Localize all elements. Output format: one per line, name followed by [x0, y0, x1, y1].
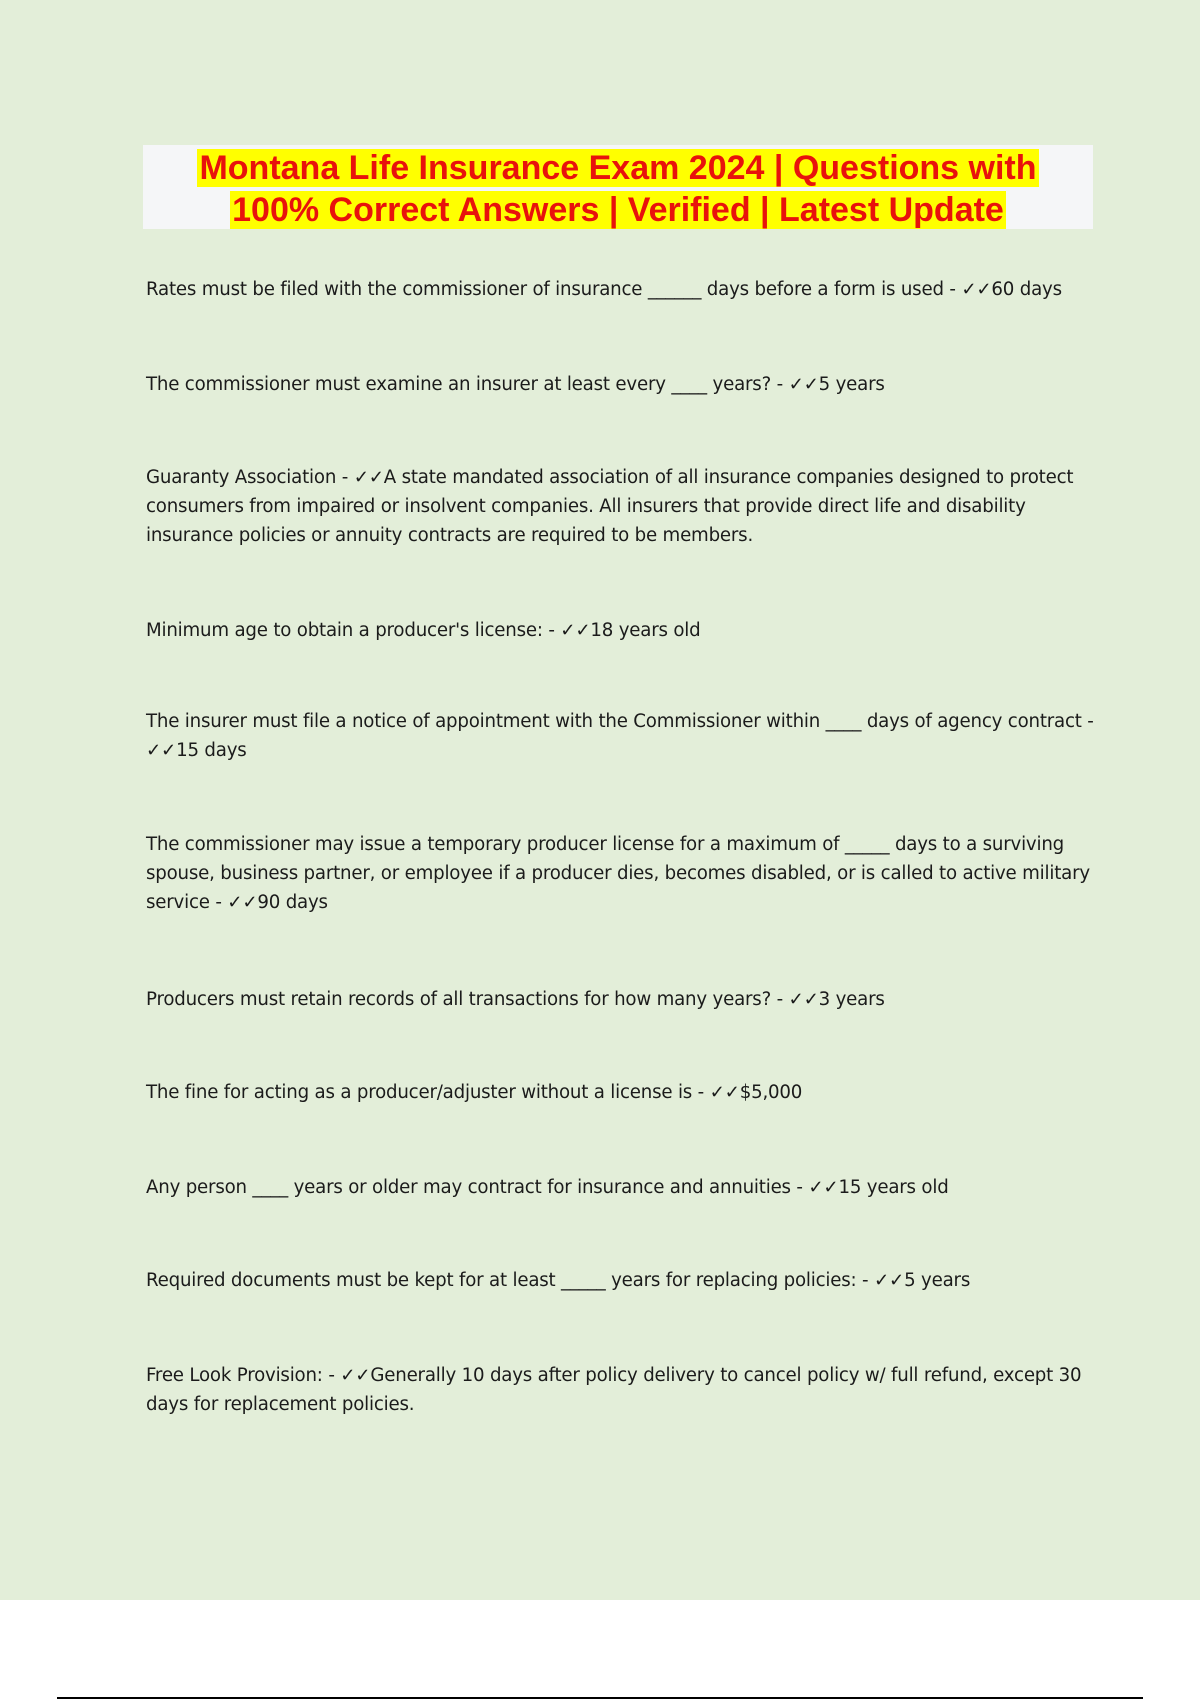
question-text: The commissioner must examine an insurer at least every ____ years? - — [146, 374, 789, 395]
answer-text: 18 years old — [590, 620, 701, 641]
answer-text: 5 years — [904, 1270, 971, 1291]
answer-text: 3 years — [818, 989, 885, 1010]
question-text: The insurer must file a notice of appointment with the Commissioner within ____ days of agency contract - — [146, 711, 1094, 732]
question-text: Minimum age to obtain a producer's license: - — [146, 620, 561, 641]
answer-text: Generally 10 days after policy delivery to cancel policy w/ full refund, except 30 days for replacement policies. — [146, 1365, 1082, 1415]
double-check-icon: ✓✓ — [353, 467, 384, 488]
qa-item-1 — [146, 275, 1096, 304]
question-text: Rates must be filed with the commissioner of insurance ______ days before a form is used - — [146, 279, 962, 300]
question-text: Producers must retain records of all transactions for how many years? - — [146, 989, 789, 1010]
qa-item-5 — [146, 707, 1096, 765]
answer-text: A state mandated association of all insurance companies designed to protect consumers from impaired or insolvent companies. All insurers that provide direct life and disability insurance policies or annuity contracts are required to be members. — [146, 467, 1074, 546]
title-banner — [143, 145, 1093, 229]
qa-item-4 — [146, 616, 1096, 645]
qa-item-3 — [146, 463, 1096, 550]
qa-item-2 — [146, 370, 1096, 399]
question-text: The fine for acting as a producer/adjuster without a license is - — [146, 1082, 710, 1103]
double-check-icon: ✓✓ — [146, 740, 177, 761]
answer-text: 60 days — [991, 279, 1062, 300]
qa-item-7 — [146, 985, 1096, 1014]
answer-text: 15 days — [176, 740, 247, 761]
answer-text: 15 years old — [838, 1177, 949, 1198]
footer-divider — [57, 1697, 1143, 1699]
double-check-icon: ✓✓ — [808, 1177, 839, 1198]
qa-item-9 — [146, 1173, 1096, 1202]
question-text: Any person ____ years or older may contract for insurance and annuities - — [146, 1177, 809, 1198]
qa-item-6 — [146, 830, 1096, 917]
answer-text: $5,000 — [739, 1082, 803, 1103]
answer-text: 90 days — [257, 892, 328, 913]
double-check-icon: ✓✓ — [874, 1270, 905, 1291]
title-line-1: Montana Life Insurance Exam 2024 | Questions with — [199, 149, 1037, 187]
double-check-icon: ✓✓ — [961, 279, 992, 300]
question-text: The commissioner may issue a temporary producer license for a maximum of _____ days to a surviving spouse, business partner, or employee if a producer dies, becomes disabled, or is called to active military service - — [146, 834, 1090, 913]
title-line-2: 100% Correct Answers | Verified | Latest Update — [232, 191, 1004, 229]
document-title — [197, 147, 1038, 231]
qa-item-11 — [146, 1361, 1096, 1419]
answer-text: 5 years — [818, 374, 885, 395]
double-check-icon: ✓✓ — [340, 1365, 371, 1386]
double-check-icon: ✓✓ — [227, 892, 258, 913]
double-check-icon: ✓✓ — [788, 374, 819, 395]
qa-item-8 — [146, 1078, 1096, 1107]
question-text: Guaranty Association - — [146, 467, 354, 488]
qa-item-10 — [146, 1266, 1096, 1295]
double-check-icon: ✓✓ — [560, 620, 591, 641]
question-text: Required documents must be kept for at least _____ years for replacing policies: - — [146, 1270, 874, 1291]
double-check-icon: ✓✓ — [788, 989, 819, 1010]
double-check-icon: ✓✓ — [709, 1082, 740, 1103]
question-text: Free Look Provision: - — [146, 1365, 341, 1386]
